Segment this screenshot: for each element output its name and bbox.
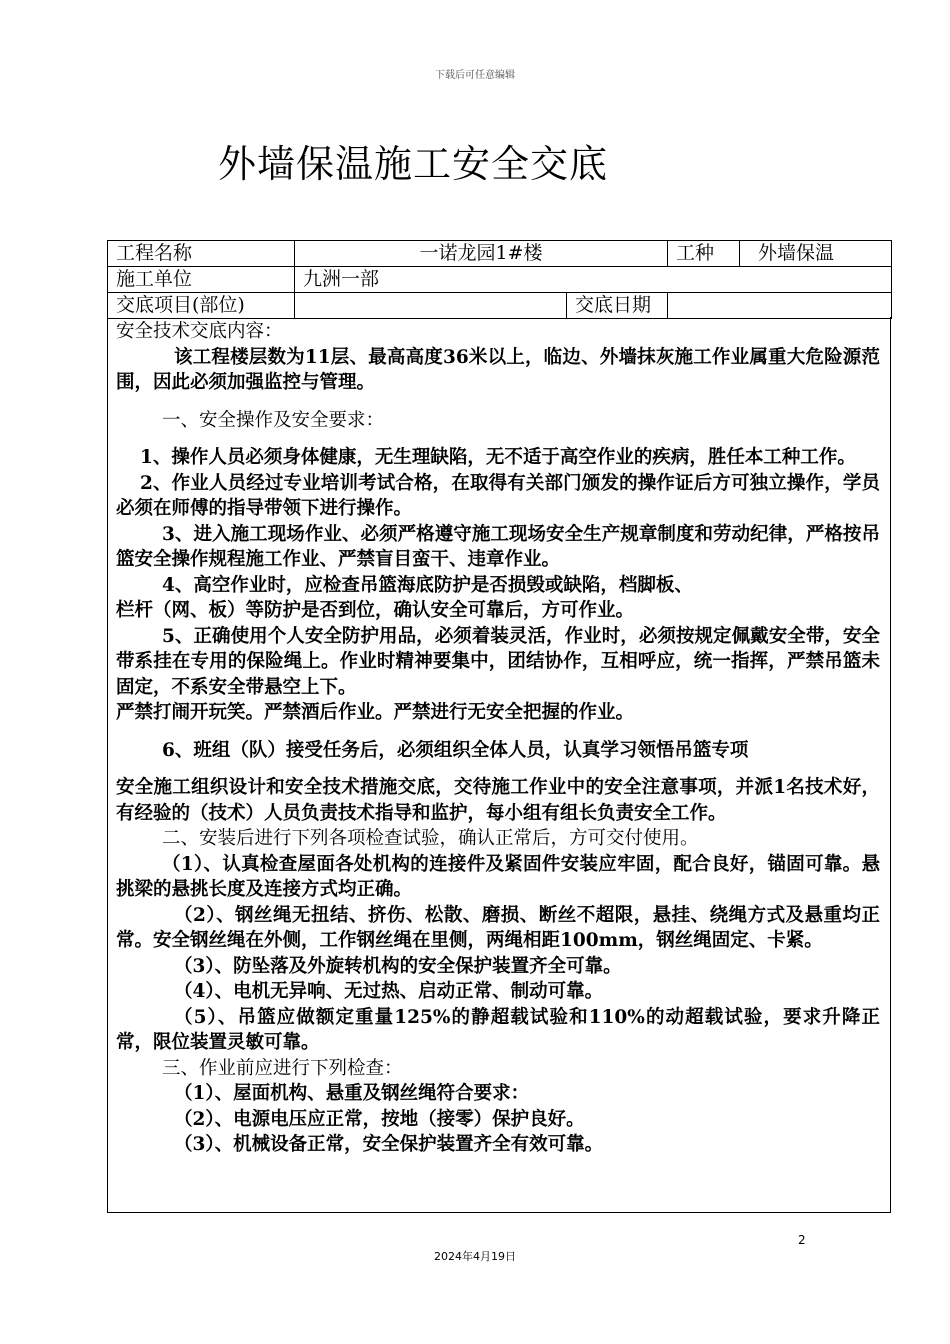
- trade-value: 外墙保温: [740, 241, 892, 267]
- section1-item5-extra: 严禁打闹开玩笑。严禁酒后作业。严禁进行无安全把握的作业。: [116, 702, 635, 723]
- section2-item5: （5）、吊篮应做额定重量125%的静超载试验和110%的动超载试验，要求升降正常，限位装置灵敏可靠。: [116, 1006, 880, 1053]
- section1-item6-line2: 安全施工组织设计和安全技术措施交底，交待施工作业中的安全注意事项，并派1名技术好，有经验的（技术）人员负责技术指导和监护，每小组有组长负责安全工作。: [116, 777, 880, 824]
- intro-paragraph: 该工程楼层数为11层、最高高度36米以上，临边、外墙抹灰施工作业属重大危险源范围，因此必须加强监控与管理。: [116, 346, 880, 393]
- section3-item3: （3）、机械设备正常，安全保护装置齐全有效可靠。: [174, 1134, 604, 1155]
- item-label: 交底项目(部位): [108, 293, 295, 319]
- table-row-item: [108, 293, 892, 319]
- header-note: 下载后可任意编辑: [435, 70, 515, 81]
- section1-item6-line1: 6、班组（队）接受任务后，必须组织全体人员，认真学习领悟吊篮专项: [162, 739, 749, 761]
- unit-label: 施工单位: [108, 267, 295, 293]
- section3-item2: （2）、电源电压应正常，按地（接零）保护良好。: [174, 1108, 585, 1130]
- section2-item3: （3）、防坠落及外旋转机构的安全保护装置齐全可靠。: [174, 955, 622, 977]
- section2-title: 二、安装后进行下列各项检查试验，确认正常后，方可交付使用。: [162, 828, 699, 849]
- document-title: 外墙保温施工安全交底: [218, 142, 609, 186]
- page-number: 2: [798, 1233, 806, 1247]
- section1-item3: 3、进入施工现场作业、必须严格遵守施工现场安全生产规章制度和劳动纪律，严格按吊篮安全操作规程施工作业、严禁盲目蛮干、违章作业。: [116, 523, 880, 570]
- disclosure-content: [107, 317, 891, 1213]
- section1-item4-line2: 栏杆（网、板）等防护是否到位，确认安全可靠后，方可作业。: [116, 600, 635, 621]
- section3-item1: （1）、屋面机构、悬重及钢丝绳符合要求：: [174, 1083, 530, 1104]
- section1-item5: 5、正确使用个人安全防护用品，必须着装灵活，作业时，必须按规定佩戴安全带，安全带系挂在专用的保险绳上。作业时精神要集中，团结协作，互相呼应，统一指挥，严禁吊篮未固定，不系安全带悬空上下。: [116, 625, 880, 698]
- date-label: 交底日期: [567, 293, 668, 319]
- section1-title: 一、安全操作及安全要求：: [162, 409, 385, 431]
- unit-value: 九洲一部: [295, 267, 892, 293]
- section2-item4: （4）、电机无异响、无过热、启动正常、制动可靠。: [174, 981, 604, 1002]
- content-heading: 安全技术交底内容：: [116, 321, 283, 342]
- project-name-label: 工程名称: [108, 241, 295, 267]
- footer-date: 2024年4月19日: [434, 1250, 516, 1263]
- section3-title: 三、作业前应进行下列检查：: [162, 1057, 403, 1079]
- section1-item2: 2、作业人员经过专业培训考试合格，在取得有关部门颁发的操作证后方可独立操作，学员必须在师傅的指导带领下进行操作。: [116, 472, 880, 519]
- section1-item4-line1: 4、高空作业时，应检查吊篮海底防护是否损毁或缺陷，档脚板、: [162, 574, 693, 596]
- project-name-value: 一诺龙园1#楼: [295, 241, 668, 267]
- item-value: [295, 293, 567, 319]
- section1-item1: 1、操作人员必须身体健康，无生理缺陷，无不适于高空作业的疾病，胜任本工种工作。: [140, 447, 856, 468]
- section2-item2: （2）、钢丝绳无扭结、挤伤、松散、磨损、断丝不超限，悬挂、绕绳方式及悬重均正常。安全钢丝绳在外侧，工作钢丝绳在里侧，两绳相距100mm，钢丝绳固定、卡紧。: [116, 904, 880, 951]
- section2-item1: （1）、认真检查屋面各处机构的连接件及紧固件安装应牢固，配合良好，锚固可靠。悬挑梁的悬挑长度及连接方式均正确。: [116, 853, 880, 900]
- table-row-project: [108, 241, 892, 267]
- table-row-unit: [108, 267, 892, 293]
- trade-label: 工种: [668, 241, 740, 267]
- date-value: [668, 293, 892, 319]
- info-table: [107, 240, 892, 319]
